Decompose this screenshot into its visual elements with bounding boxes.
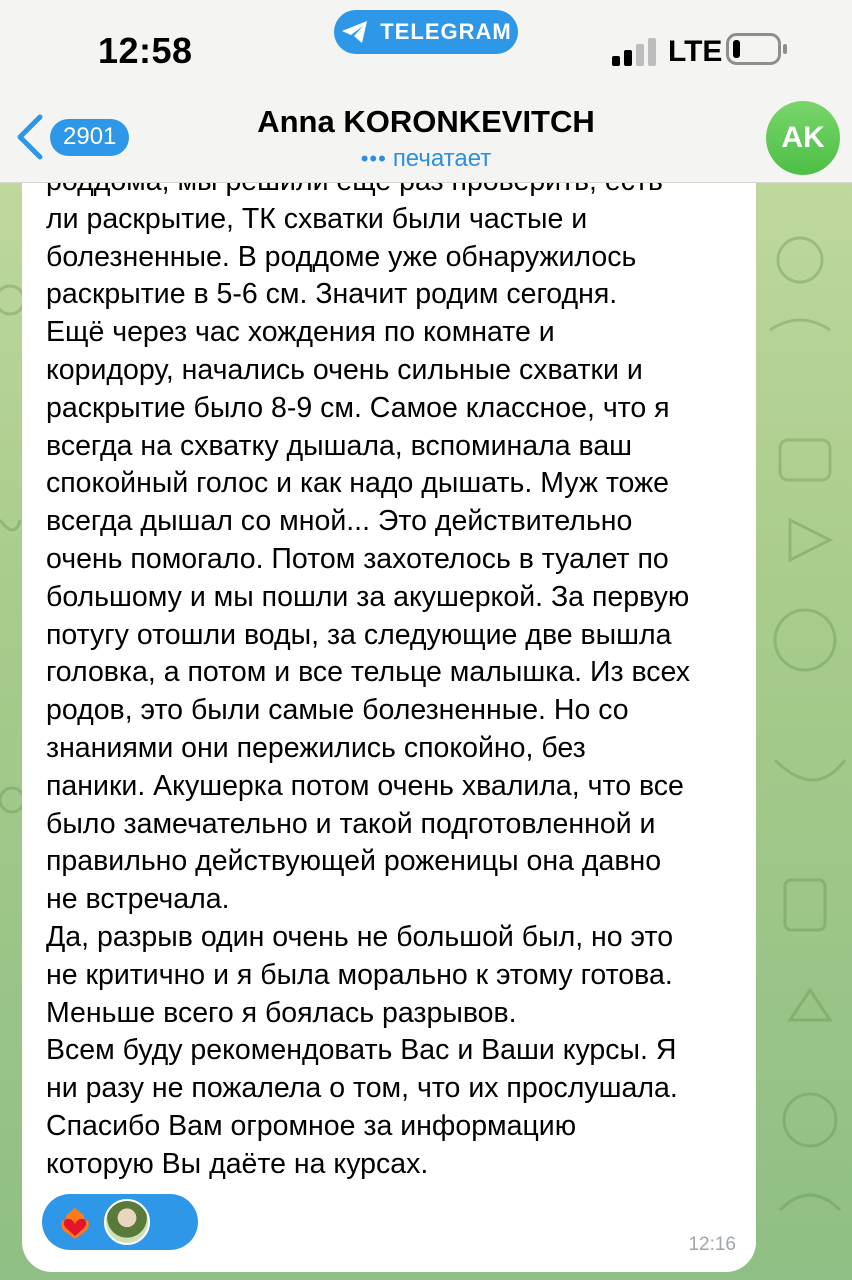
reaction-chip[interactable] xyxy=(42,1194,198,1250)
chat-title[interactable]: Anna KORONKEVITCH xyxy=(257,104,595,139)
typing-status xyxy=(0,145,852,173)
typing-dots-icon: ••• xyxy=(360,146,387,171)
telegram-icon xyxy=(340,19,370,45)
reactor-avatar xyxy=(104,1199,150,1245)
chat-avatar[interactable]: AK xyxy=(766,101,840,175)
signal-icon xyxy=(612,38,658,66)
app-pill-label: TELEGRAM xyxy=(380,19,512,44)
message-text: ли раскрытие, ТК схватки были частые и болезненные. В роддоме уже обнаружилось раскрытие в 5-6 см. Значит родим сегодня. Ещё через час хождения по комнате и коридору, начались очень сильные схватки и раскрытие было 8-9 см. Самое классное, что я всегда на схватку дышала, вспоминала ваш спокойный голос и как надо дышать. Муж тоже всегда дышал со мной... Это действительно очень помогало. Потом захотелось в туалет по большому и мы пошли за акушеркой. За первую потугу отошли воды, за следующие две вышла головка, а потом и все тельце малышка. Из всех родов, это были самые болезненные. Но со знаниями они пережились спокойно, без паники. Акушерка потом очень хвалила, что все было замечательно и такой подготовленной и правильно действующей роженицы она давно не встречала. Да, разрыв один очень не большой был, но это не критично и я была морально к этому готова. Меньше всего я боялась разрывов. Всем буду рекомендовать Вас и Ваши курсы. Я ни разу не пожалела о том, что их прослушала. Спасибо Вам огромное за информацию которую Вы даёте на курсах. xyxy=(46,202,691,1180)
chat-header xyxy=(0,0,852,183)
message-bubble[interactable] xyxy=(22,150,756,1272)
battery-icon xyxy=(726,33,788,65)
typing-label: печатает xyxy=(392,145,492,172)
return-to-app-pill[interactable] xyxy=(334,10,518,54)
heart-on-fire-icon xyxy=(56,1203,94,1241)
message-time: 12:16 xyxy=(688,1234,736,1255)
network-type: LTE xyxy=(668,35,723,68)
unread-count-badge: 2901 xyxy=(50,119,129,156)
status-time: 12:58 xyxy=(98,30,193,71)
